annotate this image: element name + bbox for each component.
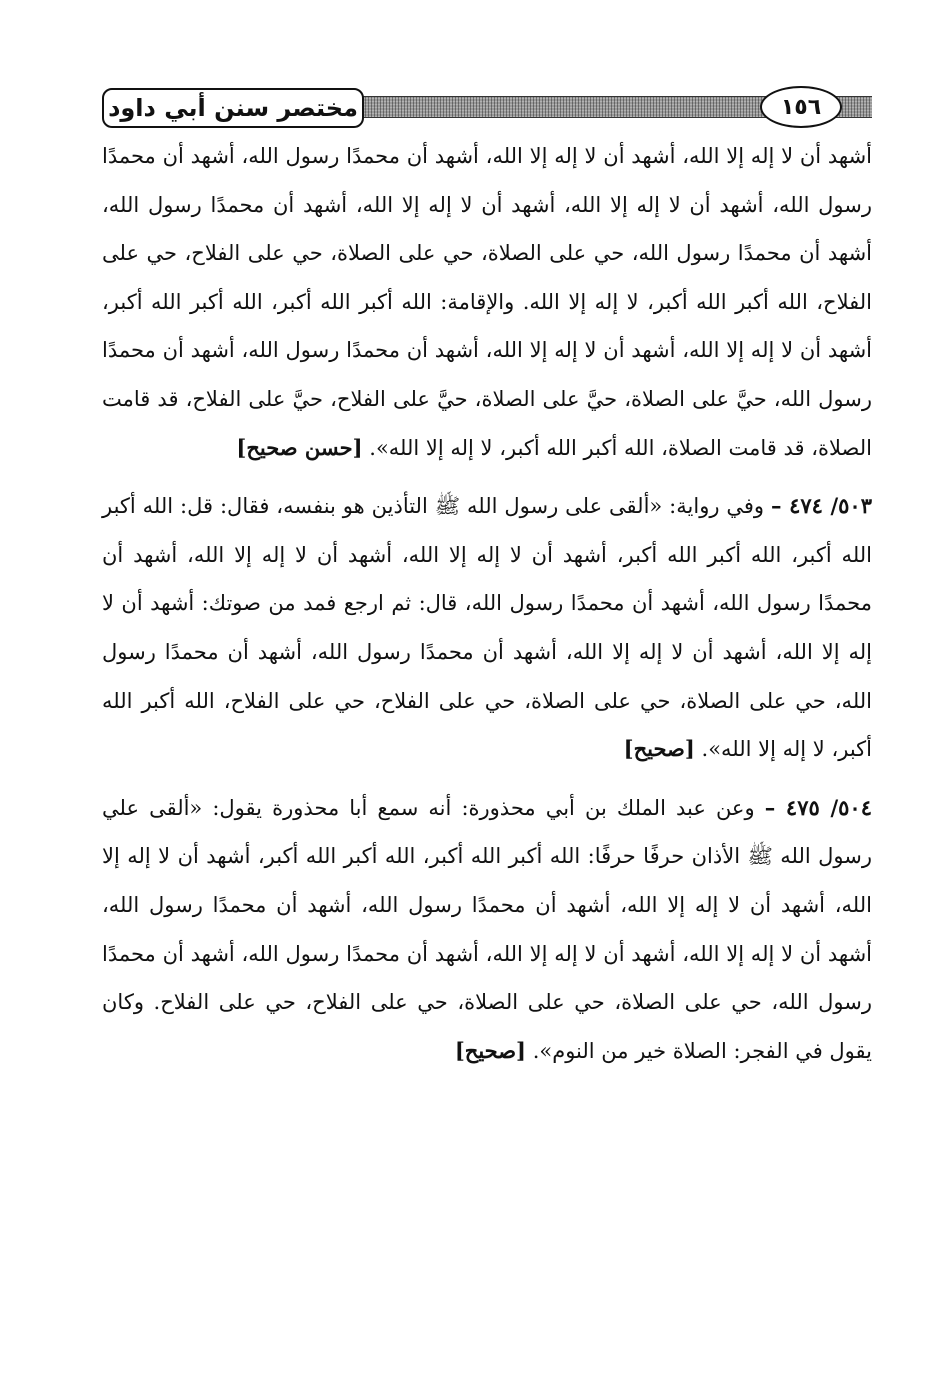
hadith-text: أشهد أن لا إله إلا الله، أشهد أن لا إله إلا الله، أشهد أن محمدًا رسول الله، أشهد أن محمدًا رسول الله، أشهد أن لا إله إلا الله، أشهد أن لا إله إلا الله، أشهد أن محمدًا رسول الله، أشهد أن محمدًا رسول الله، حي على الصلاة، حي على الصلاة، حي على الفلاح، حي على الفلاح، الله أكبر الله أكبر، لا إله إلا الله. والإقامة: الله أكبر الله أكبر، الله أكبر الله أكبر، أشهد أن لا إله إلا الله، أشهد أن لا إله إلا الله، أشهد أن محمدًا رسول الله، أشهد أن محمدًا رسول الله، حيَّ على الصلاة، حيَّ على الصلاة، حيَّ على الفلاح، حيَّ على الفلاح، قد قامت الصلاة، قد قامت الصلاة، الله أكبر الله أكبر، لا إله إلا الله».: [102, 144, 872, 460]
hadith-grade: [حسن صحيح]: [236, 434, 363, 460]
hadith-grade: [صحيح]: [454, 1037, 526, 1063]
page-number: ١٥٦: [760, 86, 842, 128]
hadith-number: ٥٠٣/ ٤٧٤ –: [771, 493, 872, 519]
page-header: [100, 86, 872, 130]
hadith-grade: [صحيح]: [623, 736, 695, 762]
hadith-number: ٥٠٤/ ٤٧٥ –: [764, 794, 872, 820]
page-body: [102, 132, 872, 1075]
hadith-paragraph: [102, 784, 872, 1076]
hadith-text: وفي رواية: «ألقى على رسول الله ﷺ التأذين هو بنفسه، فقال: قل: الله أكبر الله أكبر، الله أكبر الله أكبر، أشهد أن لا إله إلا الله، أشهد أن لا إله إلا الله، أشهد أن محمدًا رسول الله، أشهد أن محمدًا رسول الله، قال: ثم ارجع فمد من صوتك: أشهد أن لا إله إلا الله، أشهد أن لا إله إلا الله، أشهد أن محمدًا رسول الله، أشهد أن محمدًا رسول الله، حي على الصلاة، حي على الصلاة، حي على الفلاح، حي على الفلاح، الله أكبر الله أكبر، لا إله إلا الله».: [102, 494, 872, 762]
hadith-text: وعن عبد الملك بن أبي محذورة: أنه سمع أبا محذورة يقول: «ألقى علي رسول الله ﷺ الأذان حرفًا حرفًا: الله أكبر الله أكبر، الله أكبر الله أكبر، أشهد أن لا إله إلا الله، أشهد أن لا إله إلا الله، أشهد أن محمدًا رسول الله، أشهد أن محمدًا رسول الله، أشهد أن لا إله إلا الله، أشهد أن لا إله إلا الله، أشهد أن محمدًا رسول الله، أشهد أن محمدًا رسول الله، حي على الصلاة، حي على الصلاة، حي على الفلاح، حي على الفلاح. وكان يقول في الفجر: الصلاة خير من النوم».: [102, 795, 872, 1063]
hadith-paragraph: [102, 482, 872, 774]
book-title: مختصر سنن أبي داود: [102, 88, 364, 128]
hadith-paragraph: [102, 132, 872, 472]
